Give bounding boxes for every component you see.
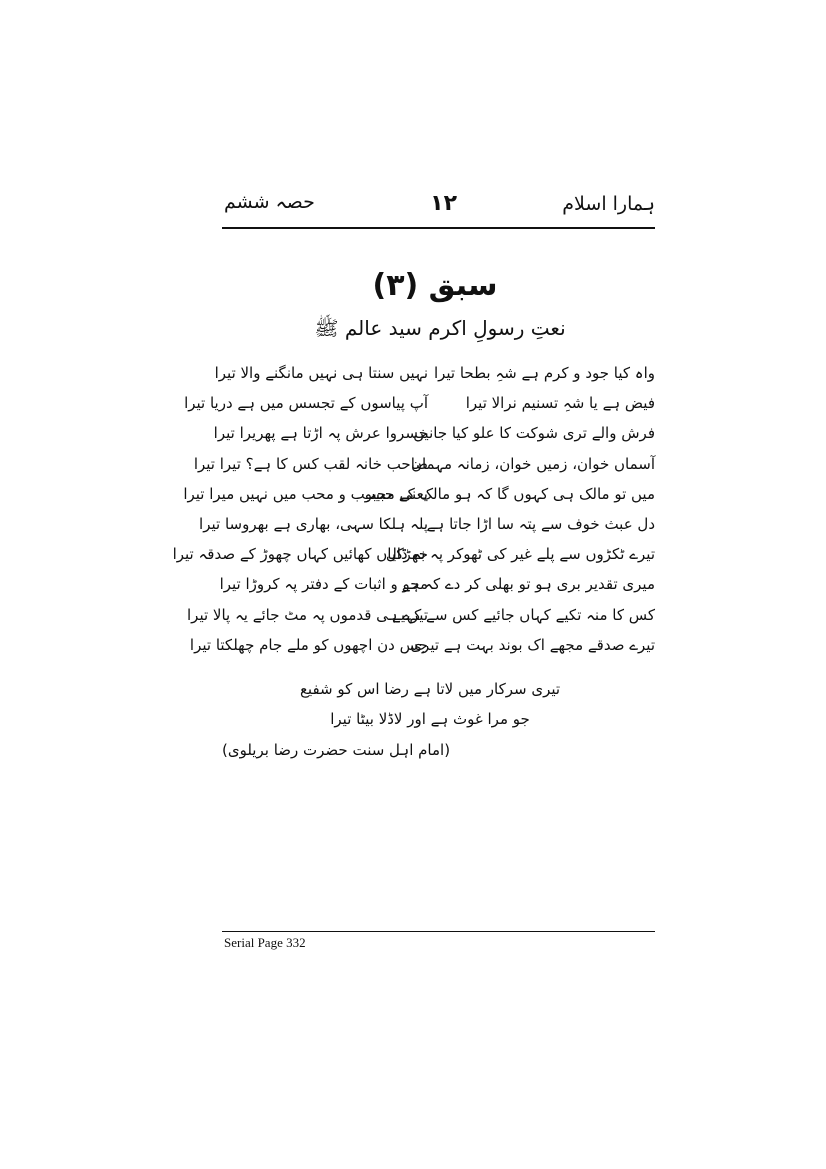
couplet xyxy=(189,635,655,666)
lesson-subtitle: نعتِ رسولِ اکرم سید عالم ﷺ xyxy=(314,316,566,340)
couplet xyxy=(213,424,655,454)
misra-second: پلہ ہلکا سہی، بھاری ہے بھروسا تیرا xyxy=(199,514,428,533)
couplet xyxy=(187,605,655,636)
couplet xyxy=(214,364,655,394)
book-title: ہمارا اسلام xyxy=(562,193,655,215)
misra-first: تیرے صدقے مجھے اک بوند بہت ہے تیری xyxy=(410,635,655,654)
misra-first: میری تقدیر بری ہو تو بھلی کر دے کہ ہے xyxy=(401,575,655,594)
misra-second: محو و اثبات کے دفتر پہ کروڑا تیرا xyxy=(219,575,428,594)
footer-rule xyxy=(222,931,655,932)
misra-first: واہ کیا جود و کرم ہے شہِ بطحا تیرا xyxy=(433,364,655,382)
misra-second: تیرے ہی قدموں پہ مٹ جائے یہ پالا تیرا xyxy=(187,605,428,624)
page-header xyxy=(222,187,655,227)
misra-second: آپ پیاسوں کے تجسس میں ہے دریا تیرا xyxy=(184,394,428,413)
poem-body xyxy=(172,364,655,666)
misra-second: جس دن اچھوں کو ملے جام چھلکتا تیرا xyxy=(189,635,428,654)
misra-second: یعنی محبوب و محب میں نہیں میرا تیرا xyxy=(183,484,428,503)
misra-first: آسماں خوان، زمیں خوان، زمانہ مہمان xyxy=(410,454,655,473)
misra-second: خسروا عرش پہ اڑتا ہے پھریرا تیرا xyxy=(213,424,428,443)
misra-first: کس کا منہ تکیے کہاں جائیے کس سے کہیے xyxy=(392,605,655,624)
misra-second: جھڑکیاں کھائیں کہاں چھوڑ کے صدقہ تیرا xyxy=(172,545,428,564)
misra-first: دل عبث خوف سے پتہ سا اڑا جاتا ہے xyxy=(426,514,655,533)
section-label: حصہ ششم xyxy=(224,191,315,213)
misra-first: فرش والے تری شوکت کا علو کیا جانیں xyxy=(413,424,655,443)
couplet xyxy=(193,454,655,485)
maqta-line-1: تیری سرکار میں لاتا ہے رضا اس کو شفیع xyxy=(299,680,561,698)
serial-page-label: Serial Page 332 xyxy=(224,935,306,950)
page-number: ۱۲ xyxy=(430,191,457,216)
couplet xyxy=(219,575,655,605)
misra-second: نہیں سنتا ہی نہیں مانگنے والا تیرا xyxy=(214,364,428,382)
maqta-line-2: جو مرا غوث ہے اور لاڈلا بیٹا تیرا xyxy=(330,710,530,728)
couplet xyxy=(172,545,655,575)
misra-second: صاحب خانہ لقب کس کا ہے؟ تیرا تیرا xyxy=(193,454,428,473)
poet-attribution: (امام اہل سنت حضرت رضا بریلوی) xyxy=(222,741,451,759)
lesson-title: سبق (۳) xyxy=(372,268,498,303)
couplet xyxy=(183,484,655,515)
header-rule xyxy=(222,227,655,229)
couplet xyxy=(199,514,655,545)
misra-first: تیرے ٹکڑوں سے پلے غیر کی ٹھوکر پہ نہ ڈال xyxy=(385,545,655,564)
misra-first: فیض ہے یا شہِ تسنیم نرالا تیرا xyxy=(465,394,655,413)
couplet xyxy=(184,394,655,424)
misra-first: میں تو مالک ہی کہوں گا کہ ہو مالک کے حبیب xyxy=(361,484,655,503)
